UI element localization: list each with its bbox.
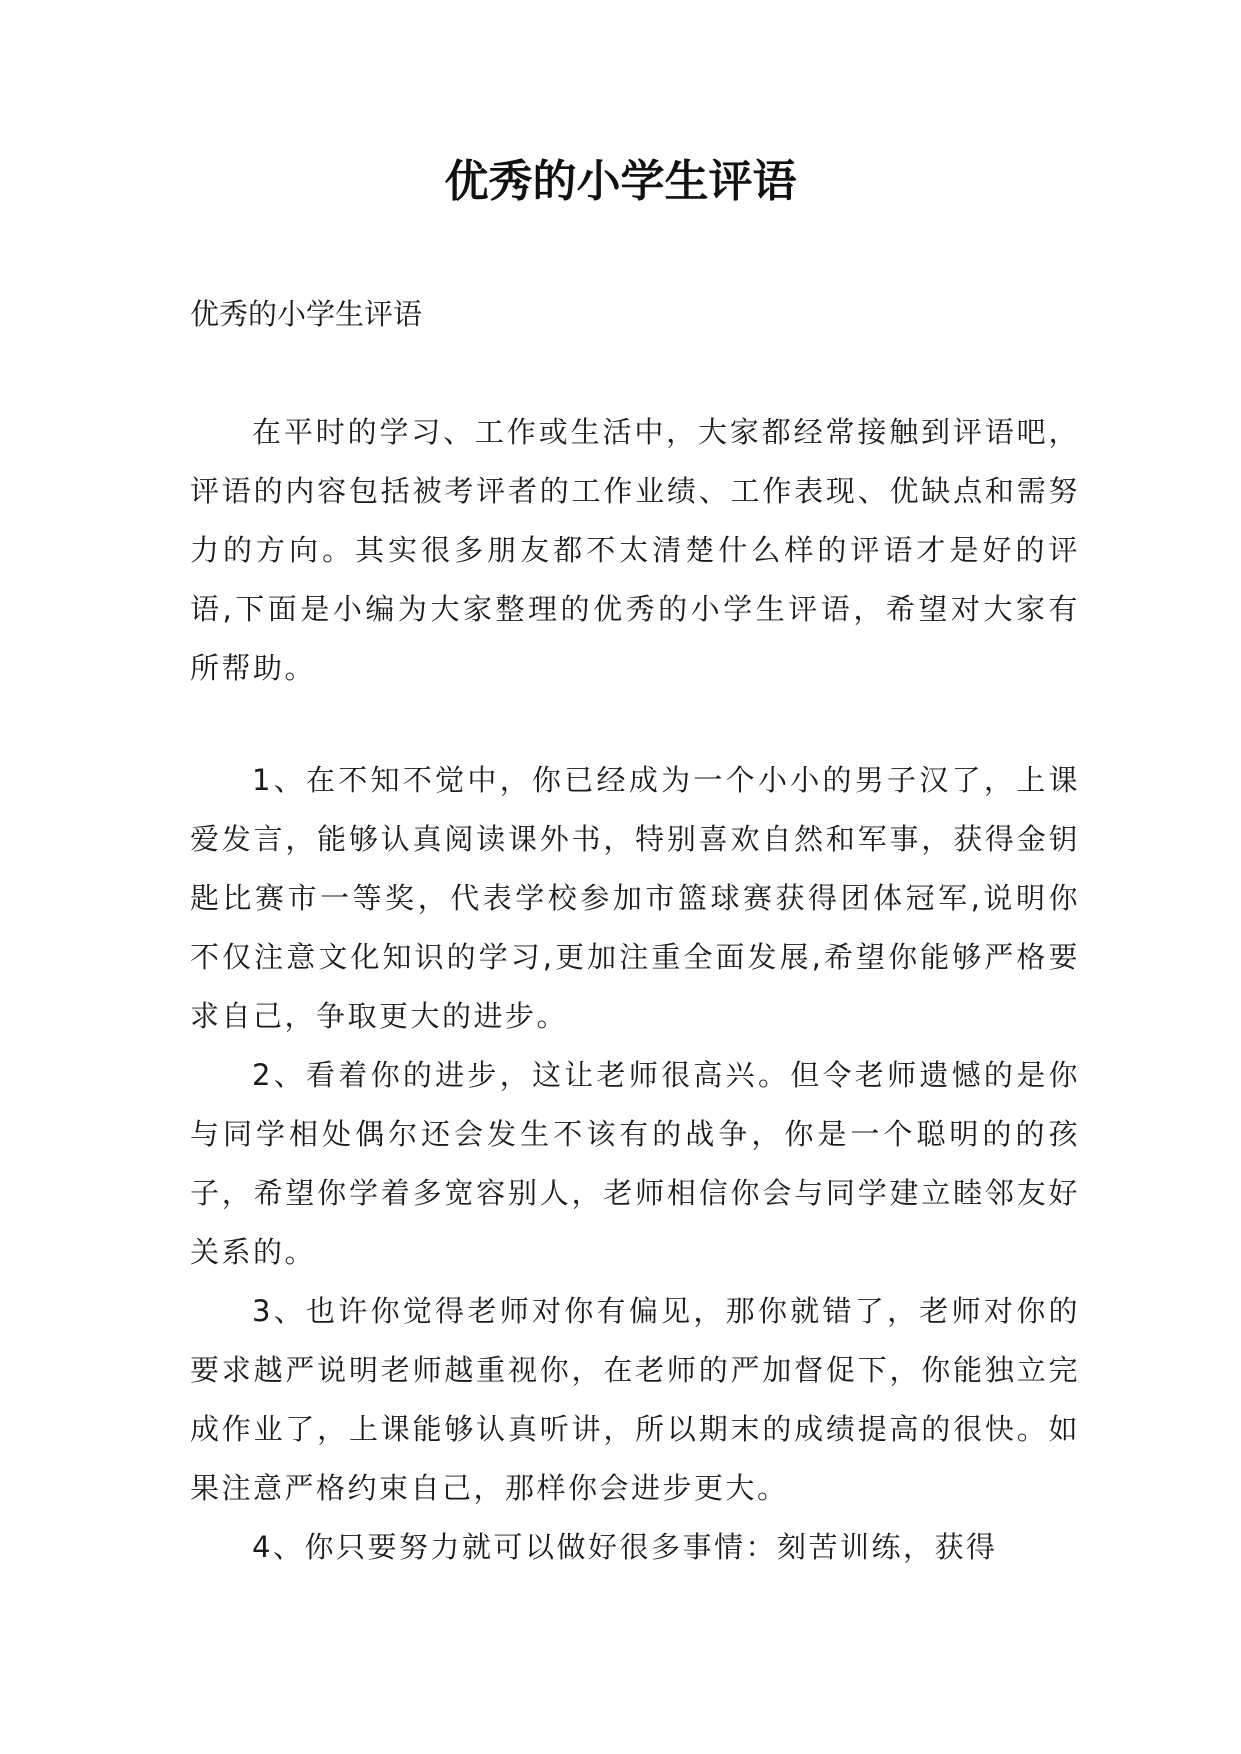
intro-paragraph: 在平时的学习、工作或生活中，大家都经常接触到评语吧，评语的内容包括被考评者的工作业绩、工作表现、优缺点和需努力的方向。其实很多朋友都不太清楚什么样的评语才是好的评语,下面是小编为大家整理的优秀的小学生评语，希望对大家有所帮助。	[190, 415, 1080, 685]
comment-list	[190, 751, 1080, 1577]
comment-item-4: 4、你只要努力就可以做好很多事情：刻苦训练，获得	[252, 1530, 998, 1564]
document-subtitle: 优秀的小学生评语	[190, 297, 423, 331]
comment-item-2: 2、看着你的进步，这让老师很高兴。但令老师遗憾的是你与同学相处偶尔还会发生不该有的战争，你是一个聪明的的孩子，希望你学着多宽容别人，老师相信你会与同学建立睦邻友好关系的。	[190, 1058, 1080, 1269]
comment-item-1: 1、在不知不觉中，你已经成为一个小小的男子汉了，上课爱发言，能够认真阅读课外书，特别喜欢自然和军事，获得金钥匙比赛市一等奖，代表学校参加市篮球赛获得团体冠军,说明你不仅注意文化知识的学习,更加注重全面发展,希望你能够严格要求自己，争取更大的进步。	[190, 763, 1080, 1033]
comment-item-3: 3、也许你觉得老师对你有偏见，那你就错了，老师对你的要求越严说明老师越重视你，在老师的严加督促下，你能独立完成作业了，上课能够认真听讲，所以期末的成绩提高的很快。如果注意严格约束自己，那样你会进步更大。	[190, 1294, 1080, 1505]
document-title: 优秀的小学生评语	[444, 156, 797, 207]
